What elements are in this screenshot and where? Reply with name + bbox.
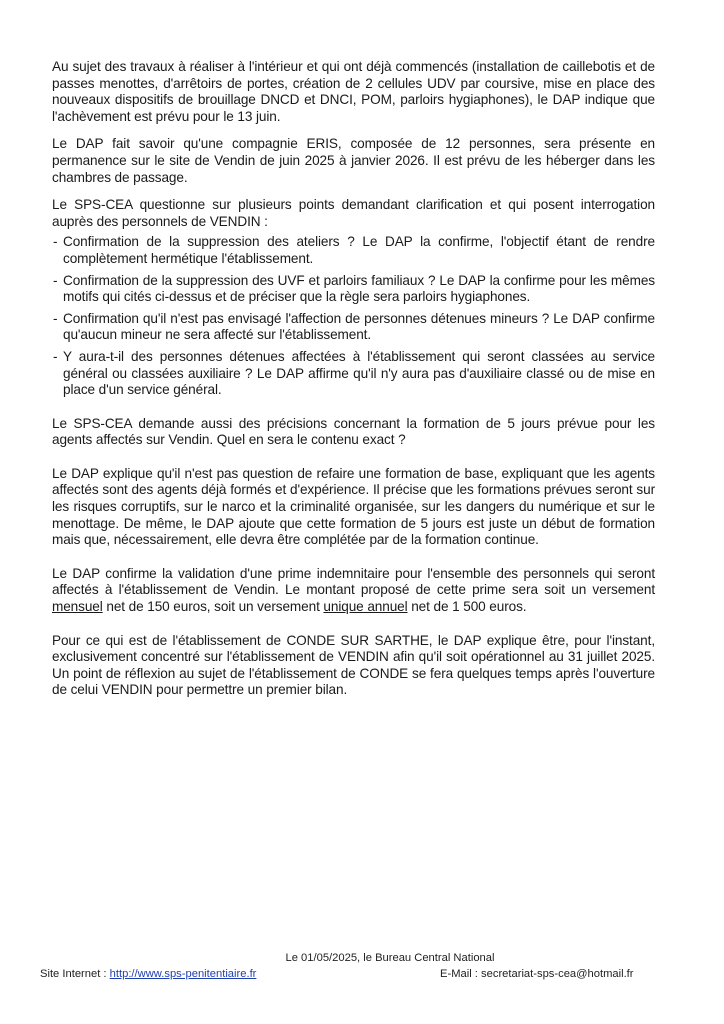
list-item-text: Y aura-t-il des personnes détenues affectées à l'établissement qui seront classées au service général ou classées auxiliaire ? Le DAP affirme qu'il n'y aura pas d'auxiliaire classé ou de mise en place d'un service général. bbox=[63, 348, 655, 398]
paragraph-formation-answer: Le DAP explique qu'il n'est pas question de refaire une formation de base, expliquant que les agents affectés sont des agents déjà formés et d'expérience. Il précise que les formations prévues seront sur les risques corruptifs, sur le narco et la criminalité organisée, sur les dangers du numérique et sur le menottage. De même, le DAP ajoute que cette formation de 5 jours est juste un début de formation mais que, nécessairement, elle devra être complétée par de la formation continue. bbox=[52, 465, 655, 548]
paragraph-travaux: Au sujet des travaux à réaliser à l'intérieur et qui ont déjà commencés (installation de caillebotis et de passes menottes, d'arrêtoirs de portes, création de 2 cellules UDV par coursive, mise en place des nouveaux dispositifs de brouillage DNCD et DNCI, POM, parloirs hygiaphones), le DAP indique que l'achèvement est prévu pour le 13 juin. bbox=[52, 59, 655, 124]
prime-unique-annuel: unique annuel bbox=[323, 599, 408, 615]
dash-bullet-icon: - bbox=[53, 234, 58, 250]
paragraph-conde: Pour ce qui est de l'établissement de CONDE SUR SARTHE, le DAP explique être, pour l'instant, exclusivement concentré sur l'établissement de VENDIN afin qu'il soit opérationnel au 31 juillet 2025. Un point de réflexion au sujet de l'établissement de CONDE se fera quelques temps après l'ouverture de celui VENDIN pour permettre un premier bilan. bbox=[52, 632, 655, 698]
list-item-text: Confirmation de la suppression des UVF et parloirs familiaux ? Le DAP la confirme pour les mêmes motifs qui cités ci-dessus et de préciser que la règle sera parloirs hygiaphones. bbox=[63, 272, 655, 305]
prime-text-2: net de 150 euros, soit un versement bbox=[102, 599, 324, 615]
list-item-text: Confirmation de la suppression des ateliers ? Le DAP la confirme, l'objectif étant de rendre complètement hermétique l'établissement. bbox=[63, 234, 655, 266]
paragraph-prime bbox=[52, 566, 655, 616]
site-label: Site Internet : bbox=[40, 968, 110, 980]
prime-mensuel: mensuel bbox=[52, 599, 103, 615]
list-item bbox=[52, 273, 655, 306]
paragraph-eris: Le DAP fait savoir qu'une compagnie ERIS, composée de 12 personnes, sera présente en permanence sur le site de Vendin de juin 2025 à janvier 2026. Il est prévu de les héberger dans les chambres de passage. bbox=[52, 136, 655, 185]
prime-text-3: net de 1 500 euros. bbox=[407, 599, 527, 615]
dash-bullet-icon: - bbox=[53, 272, 58, 288]
site-link[interactable]: http://www.sps-penitentiaire.fr bbox=[109, 968, 257, 980]
footer-site bbox=[40, 968, 256, 980]
document-body bbox=[52, 59, 655, 710]
footer-date-line: Le 01/05/2025, le Bureau Central National bbox=[285, 952, 495, 964]
list-item bbox=[52, 349, 655, 399]
email-address: secretariat-sps-cea@hotmail.fr bbox=[481, 968, 634, 980]
paragraph-questions-intro: Le SPS-CEA questionne sur plusieurs points demandant clarification et qui posent interrogation auprès des personnels de VENDIN : bbox=[52, 197, 655, 229]
list-item-text: Confirmation qu'il n'est pas envisagé l'affection de personnes détenues mineurs ? Le DAP confirme qu'aucun mineur ne sera affecté sur l'établissement. bbox=[63, 310, 655, 343]
dash-bullet-icon: - bbox=[53, 348, 58, 364]
dash-bullet-icon: - bbox=[53, 310, 58, 326]
paragraph-formation-question: Le SPS-CEA demande aussi des précisions concernant la formation de 5 jours prévue pour les agents affectés sur Vendin. Quel en sera le contenu exact ? bbox=[52, 415, 655, 448]
prime-text-1: Le DAP confirme la validation d'une prime indemnitaire pour l'ensemble des personnels qui seront affectés à l'établissement de Vendin. Le montant proposé de cette prime sera soit un versement bbox=[52, 565, 655, 598]
list-item bbox=[52, 234, 655, 267]
footer-email bbox=[440, 968, 634, 980]
questions-list bbox=[52, 234, 655, 398]
email-label: E-Mail : bbox=[440, 968, 482, 980]
list-item bbox=[52, 311, 655, 344]
